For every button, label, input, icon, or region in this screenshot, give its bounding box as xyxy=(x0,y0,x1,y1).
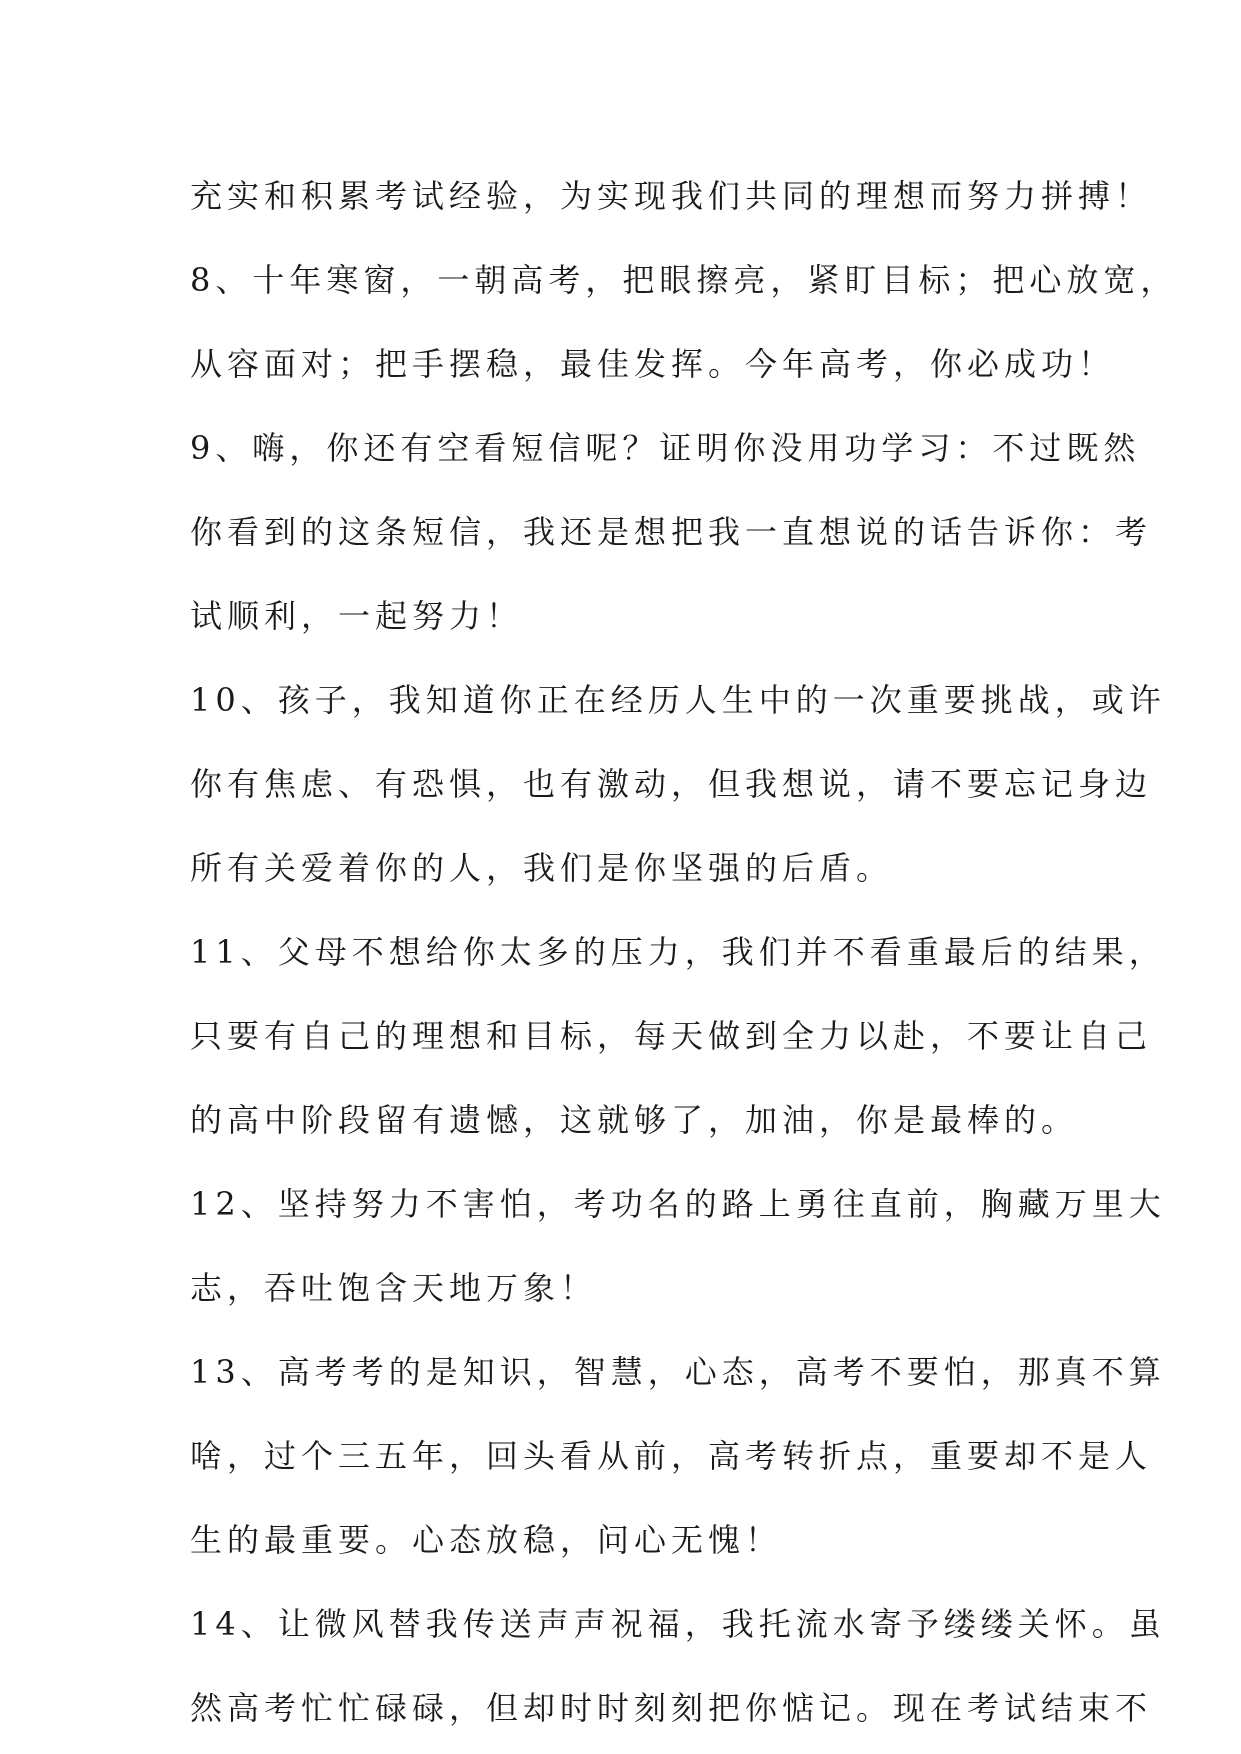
text-line: 10、孩子，我知道你正在经历人生中的一次重要挑战，或许 xyxy=(190,681,1166,719)
text-line: 所有关爱着你的人，我们是你坚强的后盾。 xyxy=(190,849,894,887)
text-line: 的高中阶段留有遗憾，这就够了，加油，你是最棒的。 xyxy=(190,1101,1079,1139)
text-line: 11、父母不想给你太多的压力，我们并不看重最后的结果， xyxy=(190,933,1166,971)
text-line: 充实和积累考试经验，为实现我们共同的理想而努力拼搏！ xyxy=(190,177,1153,215)
text-line: 8、十年寒窗，一朝高考，把眼擦亮，紧盯目标；把心放宽， xyxy=(190,261,1178,299)
text-line: 你看到的这条短信，我还是想把我一直想说的话告诉你：考 xyxy=(190,513,1153,551)
text-line: 只要有自己的理想和目标，每天做到全力以赴，不要让自己 xyxy=(190,1017,1153,1055)
text-line: 啥，过个三五年，回头看从前，高考转折点，重要却不是人 xyxy=(190,1437,1153,1475)
text-line: 14、让微风替我传送声声祝福，我托流水寄予缕缕关怀。虽 xyxy=(190,1605,1166,1643)
text-line: 你有焦虑、有恐惧，也有激动，但我想说，请不要忘记身边 xyxy=(190,765,1153,803)
text-line: 志，吞吐饱含天地万象！ xyxy=(190,1269,598,1307)
text-line: 然高考忙忙碌碌，但却时时刻刻把你惦记。现在考试结束不 xyxy=(190,1689,1153,1727)
text-line: 生的最重要。心态放稳，问心无愧！ xyxy=(190,1521,783,1559)
text-line: 从容面对；把手摆稳，最佳发挥。今年高考，你必成功！ xyxy=(190,345,1116,383)
text-line: 12、坚持努力不害怕，考功名的路上勇往直前，胸藏万里大 xyxy=(190,1185,1166,1223)
text-line: 试顺利，一起努力！ xyxy=(190,597,524,635)
text-line: 13、高考考的是知识，智慧，心态，高考不要怕，那真不算 xyxy=(190,1353,1166,1391)
document-text xyxy=(190,154,1178,1750)
text-line: 9、嗨，你还有空看短信呢？证明你没用功学习：不过既然 xyxy=(190,429,1141,467)
